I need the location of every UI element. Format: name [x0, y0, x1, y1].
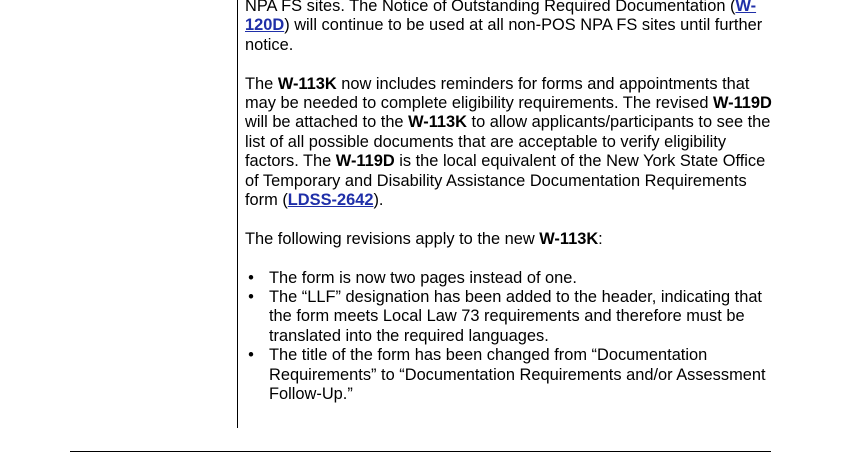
paragraph-w113k — [245, 75, 775, 211]
list-item-text: The form is now two pages instead of one. — [269, 268, 577, 287]
list-item — [245, 269, 775, 288]
paragraph-text: NPA FS sites. The Notice of Outstanding Required Documentation ( — [245, 0, 736, 15]
list-item-text: The “LLF” designation has been added to the header, indicating that the form meets Local Law 73 requirements and therefore must be translated into the required languages. — [269, 288, 762, 345]
paragraph-text: ) will continue to be used at all non-POS NPA FS sites until further notice. — [245, 16, 763, 54]
paragraph-text: will be attached to the — [245, 113, 409, 132]
paragraph-text: ). — [373, 191, 384, 210]
form-code: W-119D — [713, 94, 772, 113]
paragraph-text: to allow applicants/participants to see the list of all possible documents that are acceptable to verify eligibility factors. The — [245, 113, 771, 171]
link-w120d[interactable]: W-120D — [245, 0, 757, 35]
paragraph-gap — [245, 249, 775, 268]
document-body — [245, 0, 775, 404]
paragraph-revisions-intro — [245, 230, 775, 249]
bullet-icon: • — [248, 288, 254, 307]
bullet-icon: • — [248, 346, 254, 365]
paragraph-text: The following revisions apply to the new — [245, 229, 540, 248]
paragraph-gap — [245, 55, 775, 74]
footer-rule — [70, 451, 771, 452]
form-code: W-113K — [539, 229, 599, 248]
paragraph-text: is the local equivalent of the New York State Office of Temporary and Disability Assistance Documentation Requirements form ( — [245, 152, 766, 210]
column-divider — [237, 0, 238, 428]
list-item — [245, 346, 775, 404]
form-code: W-119D — [335, 152, 395, 171]
form-code: W-113K — [408, 113, 467, 132]
paragraph-gap — [245, 210, 775, 229]
paragraph-text: The — [245, 74, 278, 93]
link-ldss-2642[interactable]: LDSS-2642 — [287, 191, 374, 210]
list-item — [245, 288, 775, 346]
form-code: W-113K — [277, 74, 337, 93]
list-item-text: The title of the form has been changed from “Documentation Requirements” to “Documentation Requirements and/or Assessment Follow-Up.” — [269, 346, 766, 404]
revisions-list — [245, 269, 775, 405]
paragraph-text: : — [598, 229, 603, 248]
bullet-icon: • — [248, 268, 254, 287]
paragraph-notice — [245, 0, 775, 55]
paragraph-text: now includes reminders for forms and appointments that may be needed to complete eligibility requirements. The revised — [245, 74, 750, 113]
